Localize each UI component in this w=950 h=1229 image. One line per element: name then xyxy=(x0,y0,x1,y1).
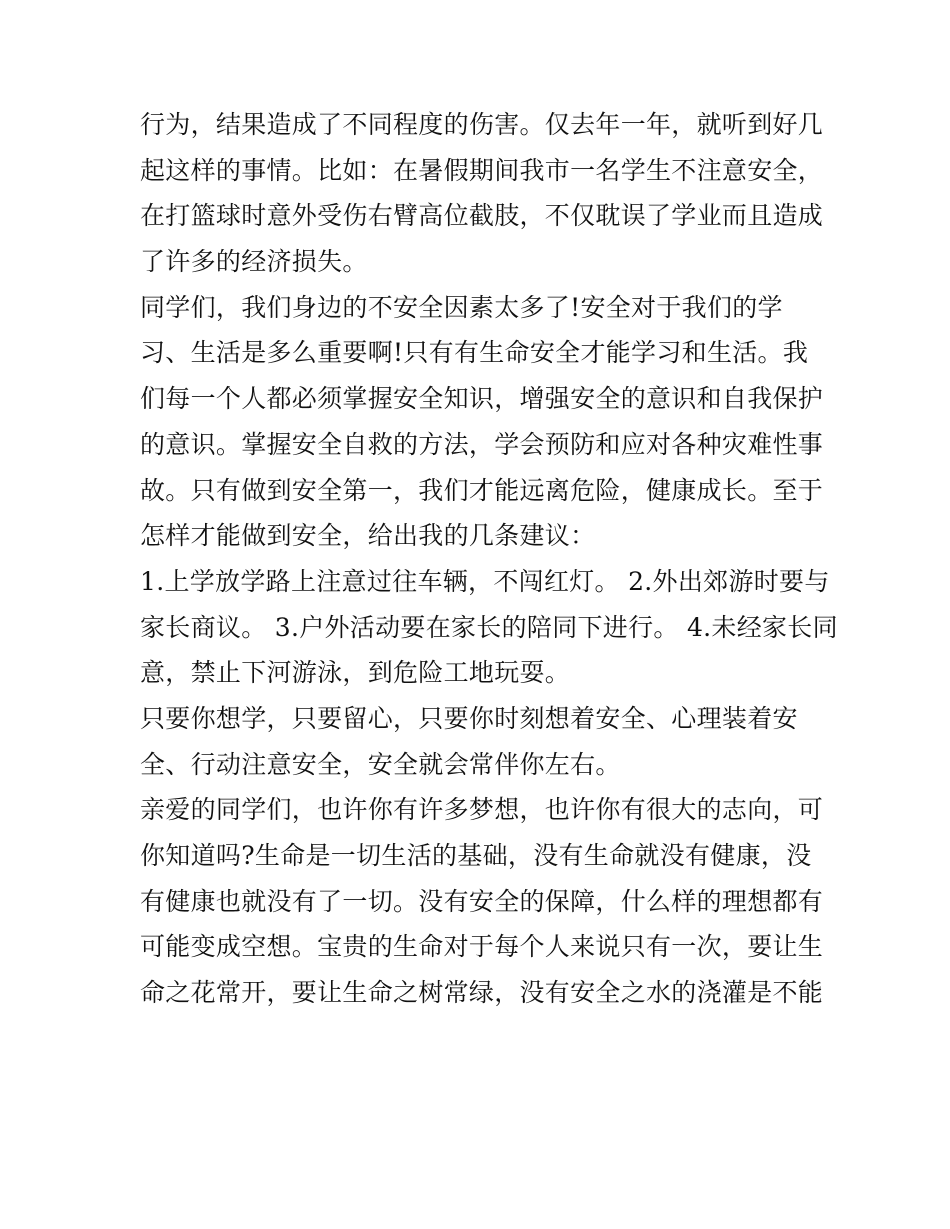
text-line: 命之花常开，要让生命之树常绿，没有安全之水的浇灌是不能 xyxy=(140,978,824,1008)
text-line: 同学们，我们身边的不安全因素太多了!安全对于我们的学 xyxy=(140,292,783,322)
text-line: 你知道吗?生命是一切生活的基础，没有生命就没有健康，没 xyxy=(140,841,812,870)
text-line: 们每一个人都必须掌握安全知识，增强安全的意识和自我保护 xyxy=(140,384,824,414)
text-line: 了许多的经济损失。 xyxy=(140,247,368,277)
text-line: 全、行动注意安全，安全就会常伴你左右。 xyxy=(140,749,621,779)
text-line: 在打篮球时意外受伤右臂高位截肢，不仅耽误了学业而且造成 xyxy=(140,201,824,231)
text-line: 1.上学放学路上注意过往车辆，不闯红灯。 2.外出郊游时要与 xyxy=(140,566,830,596)
text-line: 行为，结果造成了不同程度的伤害。仅去年一年，就听到好几 xyxy=(140,110,824,139)
text-line: 可能变成空想。宝贵的生命对于每个人来说只有一次，要让生 xyxy=(140,932,824,962)
text-line: 亲爱的同学们，也许你有许多梦想，也许你有很大的志向，可 xyxy=(140,795,824,825)
document-body-text xyxy=(140,102,838,1016)
text-line: 的意识。掌握安全自救的方法，学会预防和应对各种灾难性事 xyxy=(140,429,824,459)
text-line: 只要你想学，只要留心，只要你时刻想着安全、心理装着安 xyxy=(140,703,798,733)
text-line: 意，禁止下河游泳，到危险工地玩耍。 xyxy=(140,658,571,688)
text-line: 家长商议。 3.户外活动要在家长的陪同下进行。 4.未经家长同 xyxy=(140,612,838,642)
text-line: 有健康也就没有了一切。没有安全的保障，什么样的理想都有 xyxy=(140,886,824,916)
text-line: 故。只有做到安全第一，我们才能远离危险，健康成长。至于 xyxy=(140,475,824,505)
text-line: 习、生活是多么重要啊!只有有生命安全才能学习和生活。我 xyxy=(140,338,809,368)
text-line: 起这样的事情。比如：在暑假期间我市一名学生不注意安全， xyxy=(140,155,824,185)
text-line: 怎样才能做到安全，给出我的几条建议： xyxy=(140,521,596,551)
